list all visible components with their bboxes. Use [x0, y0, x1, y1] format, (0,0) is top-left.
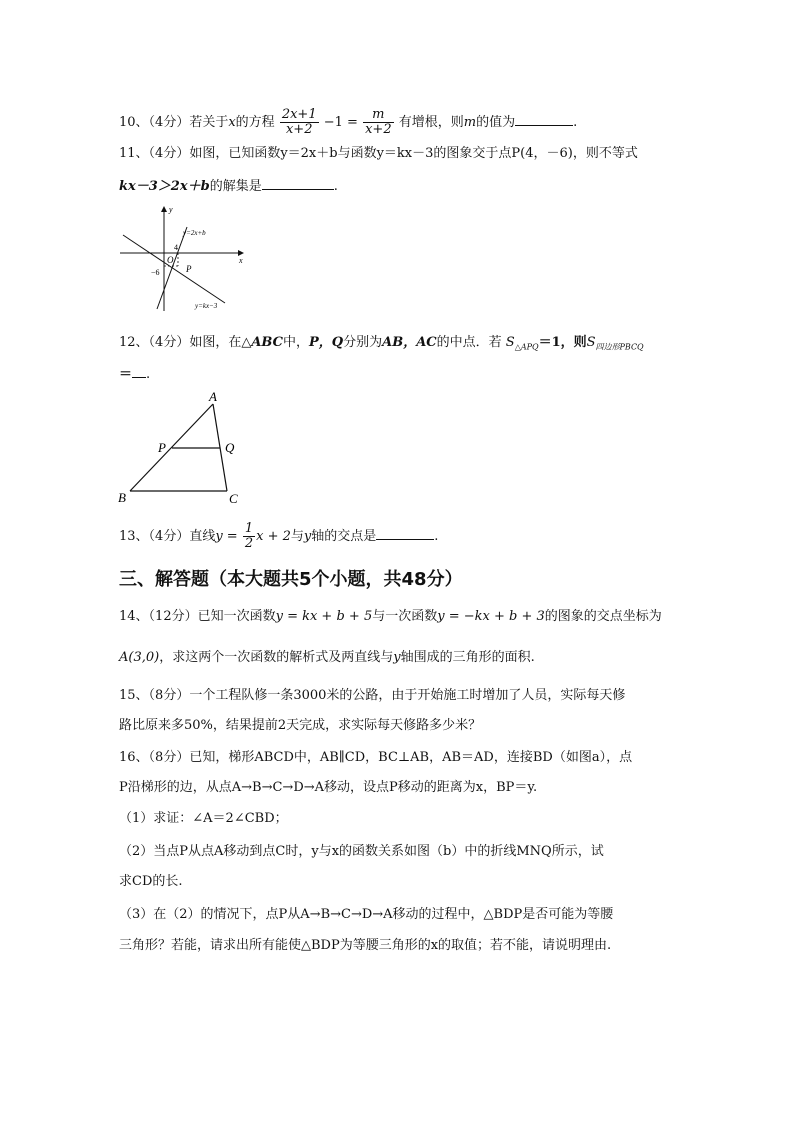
- question-16-line2: P沿梯形的边，从点A→B→C→D→A移动，设点P移动的距离为x，BP＝y.: [119, 780, 538, 795]
- tick-4: 4: [174, 243, 178, 252]
- answer-blank[interactable]: [132, 363, 146, 378]
- question-10: 10、（4分）若关于x的方程 $\frac{2x+1}{x+2}$ −1 = $\frac{m}{x+2}$ 有增根，则m的值为 .: [119, 107, 578, 137]
- answer-blank[interactable]: [515, 111, 573, 126]
- vertex-q: Q: [225, 440, 235, 455]
- question-11-line2: kx－3＞2x＋b的解集是 .: [119, 175, 338, 196]
- vertex-b: B: [118, 490, 126, 505]
- vertex-a: A: [209, 390, 217, 404]
- question-16-part3-line1: （3）在（2）的情况下，点P从A→B→C→D→A移动的过程中，△BDP是否可能为等腰: [119, 907, 614, 922]
- question-15-line2: 路比原来多50%，结果提前2天完成，求实际每天修路多少米？: [119, 718, 482, 733]
- section-heading: 三、解答题（本大题共5个小题，共48分）: [119, 569, 463, 590]
- line-label-2x-b: y=2x+b: [183, 229, 206, 237]
- vertex-p: P: [158, 440, 166, 455]
- line-label-kx-3: y=kx−3: [195, 302, 218, 310]
- answer-blank[interactable]: [376, 525, 434, 540]
- fraction-half: $\frac{1}{2}$: [244, 521, 254, 551]
- question-14-line2: A(3,0)，求这两个一次函数的解析式及两直线与y轴围成的三角形的面积.: [119, 650, 535, 665]
- question-16-part1: （1）求证：∠A＝2∠CBD；: [119, 811, 288, 826]
- question-13: 13、（4分）直线y = $\frac{1}{2}$ x + 2与y轴的交点是 .: [119, 521, 439, 551]
- question-16-part2-line2: 求CD的长.: [119, 874, 183, 889]
- origin-label: O: [167, 255, 174, 265]
- y-axis-label: y: [169, 205, 173, 214]
- question-14-line1: 14、（12分）已知一次函数y = kx + b + 5与一次函数y = −kx + b + 3的图象的交点坐标为: [119, 609, 662, 624]
- question-12-line1: 12、（4分）如图，在△ABC中，P，Q分别为AB，AC的中点．若 $S_{\triangle APQ}=1$，则$S_{四边形PBCQ}$: [119, 335, 644, 352]
- point-p-label: P: [186, 264, 192, 274]
- question-16-part3-line2: 三角形？若能，请求出所有能使△BDP为等腰三角形的x的取值；若不能，请说明理由.: [119, 938, 612, 953]
- fraction-1: $\frac{2x+1}{x+2}$: [281, 107, 317, 137]
- tick-neg6: −6: [151, 268, 160, 277]
- function-graph: [115, 203, 250, 315]
- question-11-line1: 11、（4分）如图，已知函数y＝2x＋b与函数y＝kx－3的图象交于点P(4，－6)，则不等式: [119, 146, 638, 161]
- question-15-line1: 15、（8分）一个工程队修一条3000米的公路，由于开始施工时增加了人员，实际每天修: [119, 688, 626, 703]
- question-16-line1: 16、（8分）已知，梯形ABCD中，AB∥CD，BC⊥AB，AB＝AD，连接BD（如图a），点: [119, 750, 633, 765]
- triangle-figure: [115, 390, 250, 508]
- answer-blank[interactable]: [262, 175, 334, 190]
- x-axis-label: x: [239, 256, 243, 265]
- line-2x-b: [157, 227, 187, 309]
- fraction-2: $\frac{m}{x+2}$: [365, 107, 392, 137]
- question-12-line2: ＝ .: [119, 363, 150, 384]
- vertex-c: C: [229, 491, 238, 506]
- question-16-part2-line1: （2）当点P从点A移动到点C时，y与x的函数关系如图（b）中的折线MNQ所示，试: [119, 844, 604, 859]
